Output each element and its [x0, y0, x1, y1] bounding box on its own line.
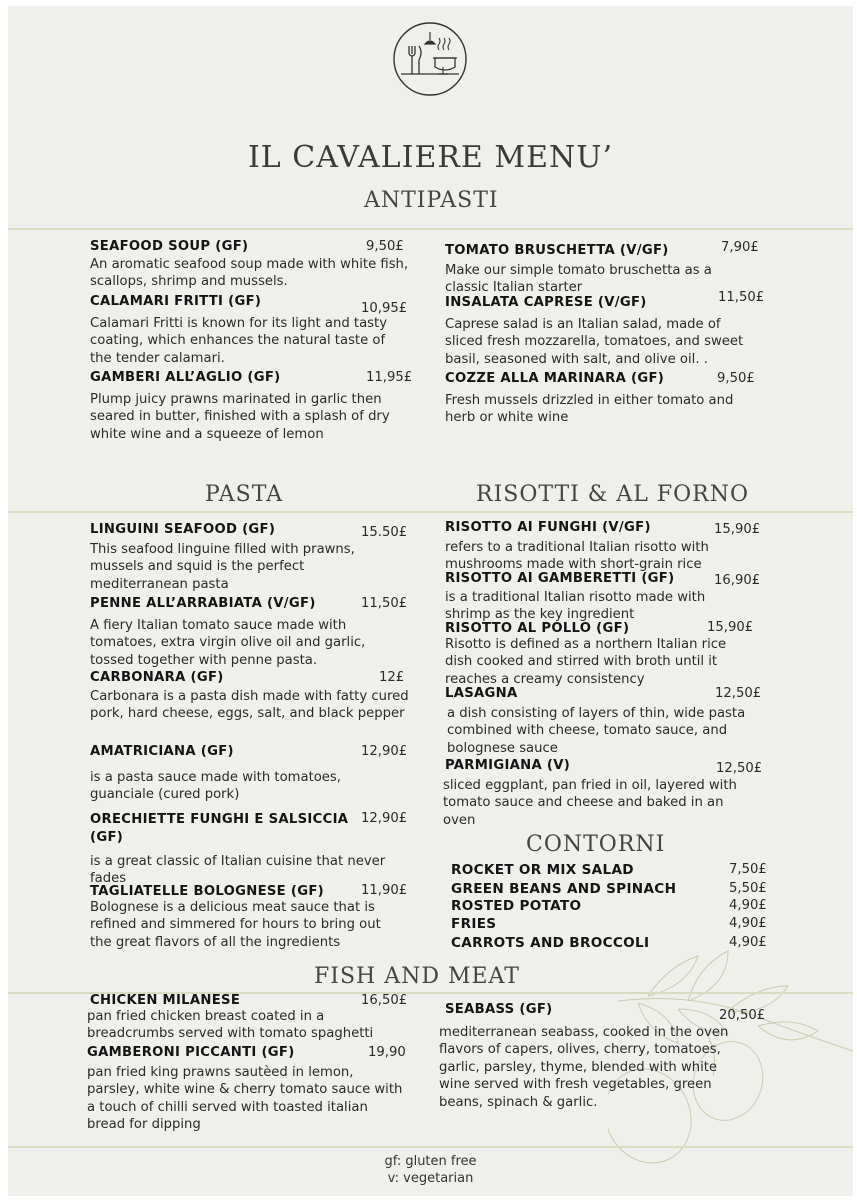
item-name: GAMBERI ALL’AGLIO (GF)	[90, 370, 281, 385]
item-name: COZZE ALLA MARINARA (GF)	[445, 371, 665, 386]
item-description: is a traditional Italian risotto made with shrimp as the key ingredient	[445, 590, 706, 623]
item-description: Plump juicy prawns marinated in garlic then seared in butter, finished with a splash of dry white wine and a squeeze of lemon	[90, 392, 390, 442]
footer-legend-gf: gf: gluten free	[384, 1154, 477, 1169]
divider	[8, 228, 853, 230]
item-price: 4,90£	[729, 898, 767, 913]
item-price: 4,90£	[729, 935, 767, 950]
item-description: refers to a traditional Italian risotto with mushrooms made with short-grain rice	[445, 540, 709, 573]
restaurant-logo-icon	[391, 20, 469, 98]
item-price: 11,95£	[366, 370, 413, 385]
item-name: PARMIGIANA (V)	[445, 758, 571, 773]
item-name: TAGLIATELLE BOLOGNESE (GF)	[90, 884, 324, 899]
divider	[8, 1146, 853, 1148]
item-name: AMATRICIANA (GF)	[90, 744, 234, 759]
item-price: 15.50£	[361, 525, 408, 540]
item-price: 11,50£	[361, 596, 408, 611]
item-price: 15,90£	[714, 522, 761, 537]
item-price: 4,90£	[729, 916, 767, 931]
item-price: 11,90£	[361, 883, 408, 898]
item-description: a dish consisting of layers of thin, wide pasta combined with cheese, tomato sauce, and bolognese sauce	[447, 706, 746, 756]
item-name: TOMATO BRUSCHETTA (V/GF)	[445, 243, 669, 258]
item-description: A fiery Italian tomato sauce made with tomatoes, extra virgin olive oil and garlic, tossed together with penne pasta.	[90, 618, 366, 668]
item-description: Bolognese is a delicious meat sauce that is refined and simmered for hours to bring out the great flavors of all the ingredients	[90, 900, 381, 950]
item-name: FRIES	[451, 916, 497, 932]
item-description: Carbonara is a pasta dish made with fatty cured pork, hard cheese, eggs, salt, and black pepper	[90, 689, 409, 722]
menu-page	[8, 6, 853, 1196]
item-description: is a pasta sauce made with tomatoes, guanciale (cured pork)	[90, 770, 341, 803]
item-name: SEAFOOD SOUP (GF)	[90, 239, 249, 254]
item-price: 12£	[379, 670, 405, 685]
item-price: 12,50£	[716, 761, 763, 776]
item-price: 12,50£	[715, 686, 762, 701]
divider	[8, 511, 853, 513]
item-description: Caprese salad is an Italian salad, made of sliced fresh mozzarella, tomatoes, and sweet basil, seasoned with salt, and olive oil. .	[445, 317, 744, 367]
item-name: ROCKET OR MIX SALAD	[451, 862, 634, 878]
item-description: mediterranean seabass, cooked in the oven flavors of capers, olives, cherry, tomatoes, garlic, parsley, thyme, blended with white wine served with fresh vegetables, green beans, spinach & garlic.	[439, 1025, 729, 1110]
item-price: 12,90£	[361, 811, 408, 826]
item-name: SEABASS (GF)	[445, 1002, 553, 1017]
section-contorni: CONTORNI	[526, 832, 666, 857]
item-name: CHICKEN MILANESE	[90, 993, 241, 1008]
item-description: pan fried chicken breast coated in a breadcrumbs served with tomato spaghetti	[87, 1009, 374, 1042]
section-risotti-al-forno: RISOTTI & AL FORNO	[476, 482, 750, 507]
item-price: 7,50£	[729, 862, 767, 877]
item-price: 12,90£	[361, 744, 408, 759]
item-name: CARROTS AND BROCCOLI	[451, 935, 650, 951]
item-price: 7,90£	[721, 240, 759, 255]
section-antipasti: ANTIPASTI	[364, 188, 499, 213]
item-name: INSALATA CAPRESE (V/GF)	[445, 295, 647, 310]
section-pasta: PASTA	[205, 482, 284, 507]
item-description: Risotto is defined as a northern Italian rice dish cooked and stirred with broth until it reaches a creamy consistency	[445, 637, 727, 687]
item-description: pan fried king prawns sautèed in lemon, parsley, white wine & cherry tomato sauce with a touch of chilli served with toasted italian bread for dipping	[87, 1065, 403, 1133]
item-name: RISOTTO AI FUNGHI (V/GF)	[445, 520, 651, 535]
item-description: is a great classic of Italian cuisine that never fades	[90, 854, 386, 887]
item-name: ROSTED POTATO	[451, 898, 582, 914]
item-name: GAMBERONI PICCANTI (GF)	[87, 1045, 295, 1060]
footer-legend-v: v: vegetarian	[387, 1171, 474, 1186]
item-name: LASAGNA	[445, 686, 518, 701]
item-price: 19,90	[368, 1045, 406, 1060]
item-name: RISOTTO AI GAMBERETTI (GF)	[445, 571, 675, 586]
item-price: 9,50£	[717, 371, 755, 386]
item-price: 10,95£	[361, 301, 408, 316]
item-name: RISOTTO AL POLLO (GF)	[445, 621, 630, 636]
item-description: Calamari Fritti is known for its light and tasty coating, which enhances the natural taste of the tender calamari.	[90, 316, 388, 366]
section-fish-and-meat: FISH AND MEAT	[314, 964, 520, 989]
item-price: 11,50£	[718, 290, 765, 305]
item-description: Make our simple tomato bruschetta as a classic Italian starter	[445, 263, 712, 296]
item-name: GREEN BEANS AND SPINACH	[451, 881, 677, 897]
item-name: LINGUINI SEAFOOD (GF)	[90, 522, 276, 537]
item-name: ORECHIETTE FUNGHI E SALSICCIA (GF)	[90, 812, 349, 845]
item-price: 5,50£	[729, 881, 767, 896]
item-description: Fresh mussels drizzled in either tomato and herb or white wine	[445, 393, 734, 426]
item-name: CARBONARA (GF)	[90, 670, 224, 685]
item-price: 20,50£	[719, 1008, 766, 1023]
item-description: This seafood linguine filled with prawns, mussels and squid is the perfect mediterranean pasta	[90, 542, 355, 592]
item-price: 9,50£	[366, 239, 404, 254]
item-price: 15,90£	[707, 620, 754, 635]
item-price: 16,90£	[714, 573, 761, 588]
item-description: sliced eggplant, pan fried in oil, layered with tomato sauce and cheese and baked in an oven	[443, 778, 737, 828]
item-price: 16,50£	[361, 993, 408, 1008]
menu-title: IL CAVALIERE MENU’	[247, 140, 614, 175]
item-name: PENNE ALL’ARRABIATA (V/GF)	[90, 596, 316, 611]
item-name: CALAMARI FRITTI (GF)	[90, 294, 262, 309]
item-description: An aromatic seafood soup made with white fish, scallops, shrimp and mussels.	[90, 257, 409, 290]
